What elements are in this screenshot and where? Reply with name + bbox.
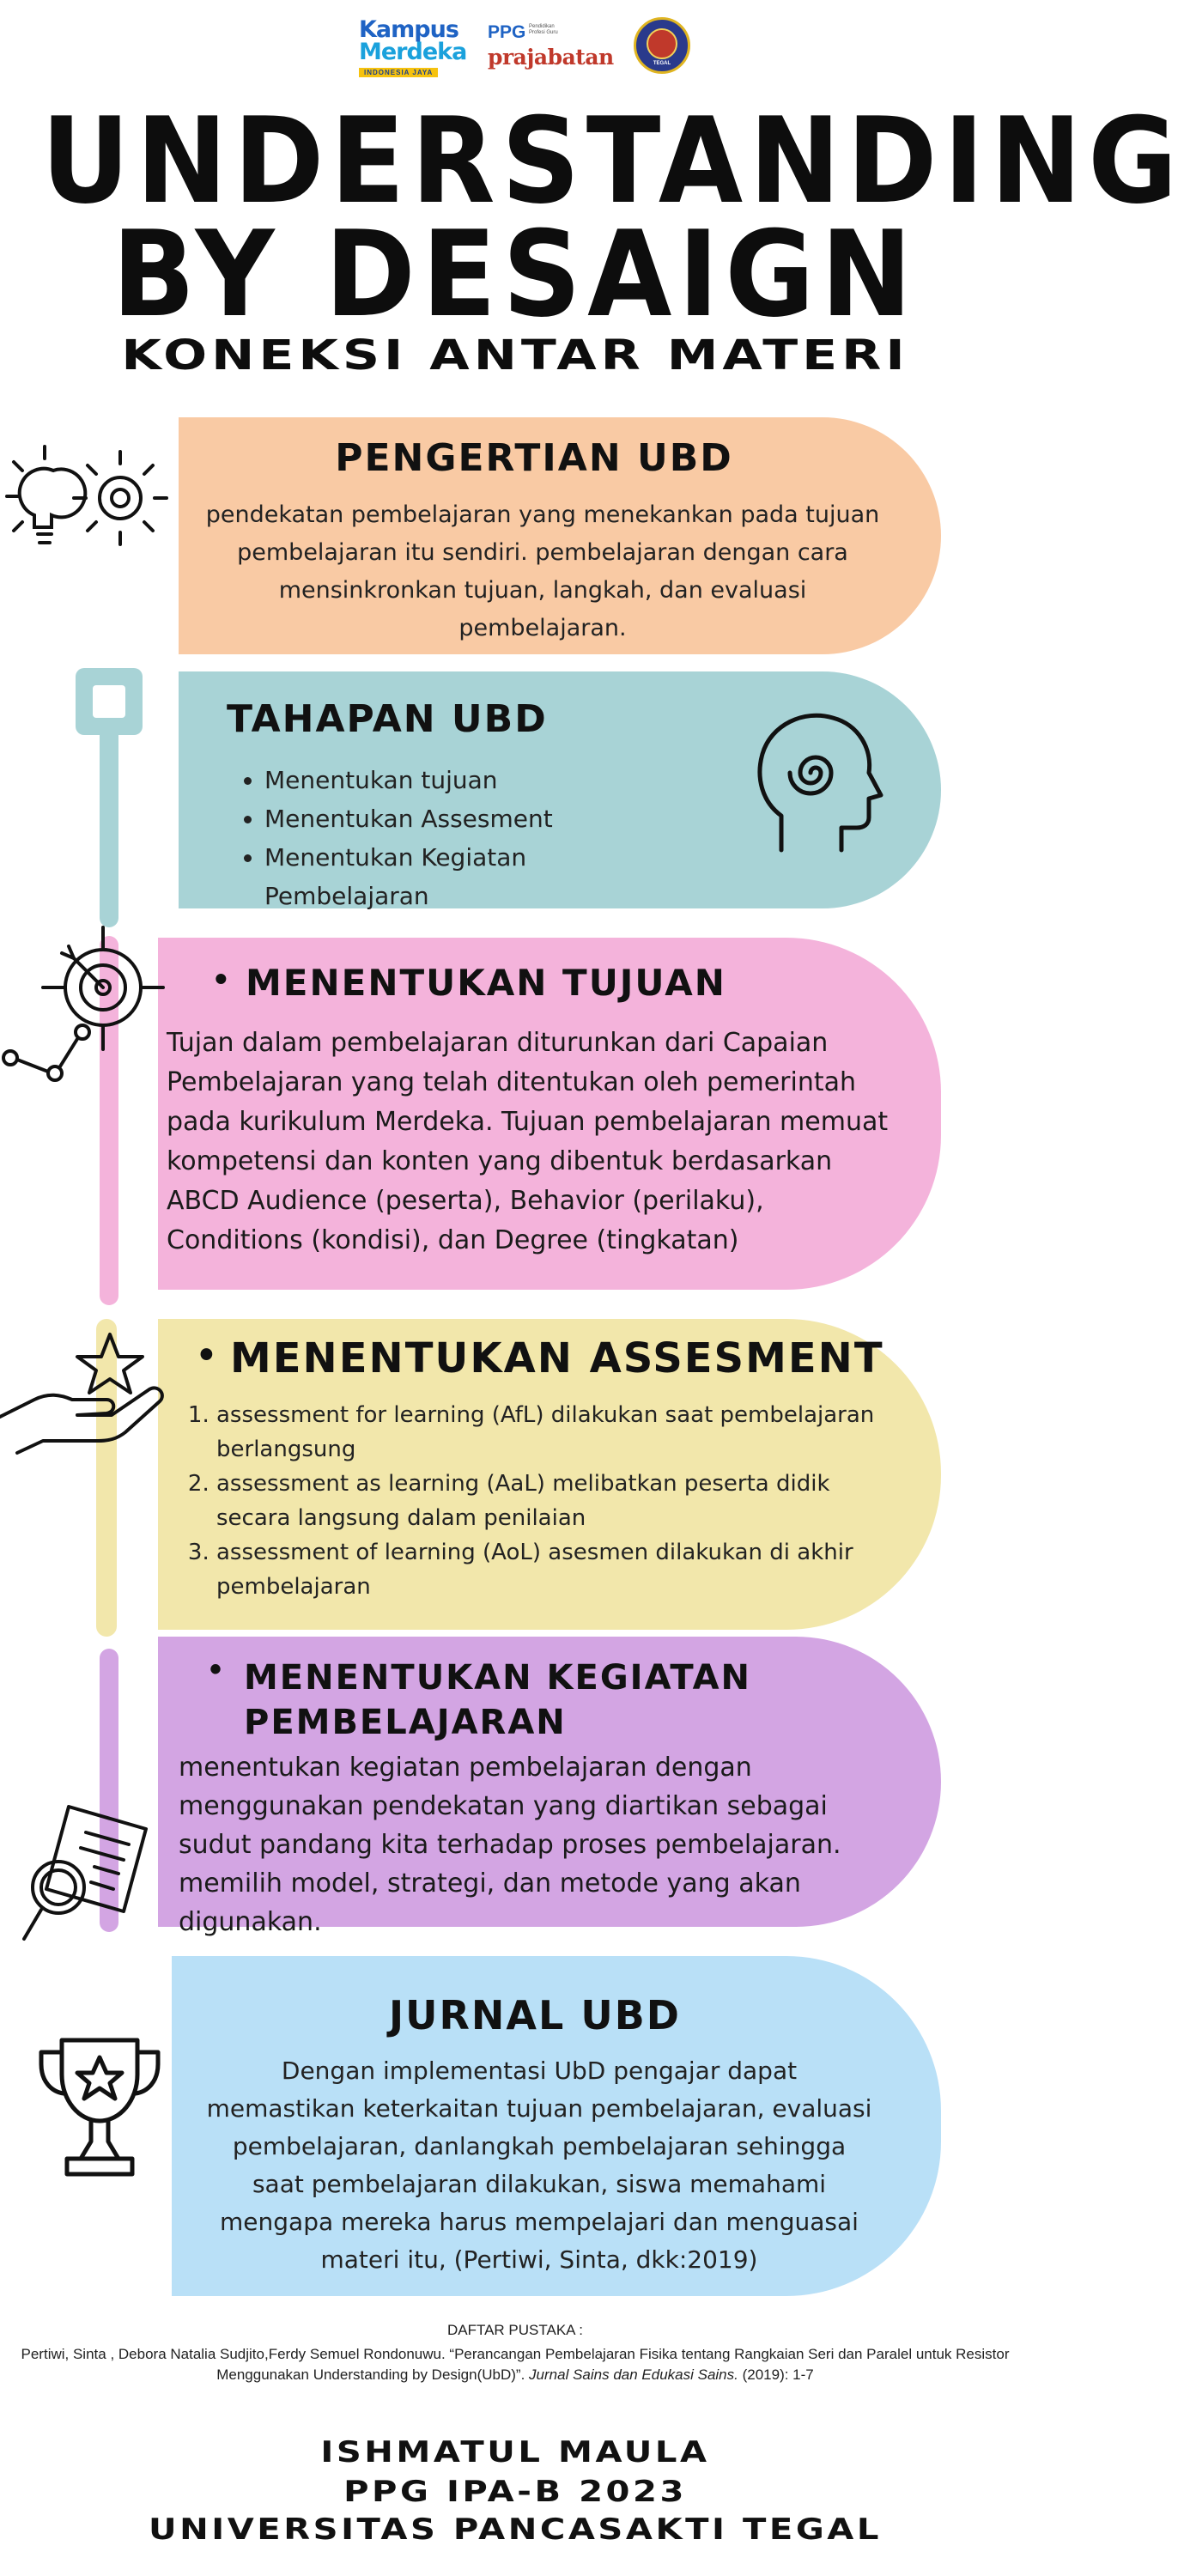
assesment-list bbox=[192, 1398, 890, 1604]
references-body bbox=[12, 2344, 1018, 2385]
assesment-item: 3. assessment of learning (AoL) asesmen dilakukan di akhir pembelajaran bbox=[216, 1535, 890, 1604]
kampus-merdeka-line1: Kampus bbox=[359, 16, 458, 43]
kampus-merdeka-line2: Merdeka bbox=[359, 39, 467, 65]
kegiatan-bullet: • bbox=[209, 1650, 222, 1688]
pengertian-body: pendekatan pembelajaran yang menekankan pada tujuan pembelajaran itu sendiri. pembelajaran dengan cara mensinkronkan tujuan, langkah, dan evaluasi pembelajaran. bbox=[205, 501, 880, 641]
subtitle: KONEKSI ANTAR MATERI bbox=[121, 331, 909, 380]
kegiatan-card bbox=[158, 1637, 941, 1937]
jurnal-card bbox=[172, 1956, 941, 2296]
references-details: (2019): 1-7 bbox=[742, 2366, 814, 2383]
tahapan-item: • Menentukan Assesment bbox=[264, 799, 659, 838]
main-title-line2: BY DESAIGN bbox=[112, 205, 919, 343]
tujuan-title: MENENTUKAN TUJUAN bbox=[246, 962, 726, 1004]
tahapan-list bbox=[264, 761, 659, 915]
tahapan-title: TAHAPAN UBD bbox=[227, 697, 548, 741]
pengertian-title: PENGERTIAN UBD bbox=[335, 436, 733, 480]
target-growth-icon bbox=[0, 902, 180, 1099]
idea-gear-icon bbox=[2, 436, 182, 565]
pengertian-card bbox=[179, 417, 941, 654]
main-title-line1: UNDERSTANDING bbox=[41, 92, 1184, 230]
university-name: UNIVERSITAS PANCASAKTI TEGAL bbox=[148, 2512, 882, 2547]
university-seal-logo bbox=[634, 17, 690, 74]
kegiatan-body: menentukan kegiatan pembelajaran dengan menggunakan pendekatan yang diartikan sebagai sudut pandang kita terhadap proses pembelajaran. memilih model, strategi, dan metode yang akan digunakan. bbox=[179, 1753, 841, 1937]
jurnal-title: JURNAL UBD bbox=[389, 1992, 681, 2038]
kampus-merdeka-logo bbox=[359, 16, 488, 82]
references-journal: Jurnal Sains dan Edukasi Sains. bbox=[529, 2366, 738, 2383]
tujuan-body: Tujan dalam pembelajaran diturunkan dari Capaian Pembelajaran yang telah ditentukan oleh pemerintah pada kurikulum Merdeka. Tujuan pembelajaran memuat kompetensi dan konten yang dibentuk berdasarkan ABCD Audience (peserta), Behavior (perilaku), Conditions (kondisi), dan Degree (tingkatan) bbox=[167, 1028, 889, 1255]
program-name: PPG IPA-B 2023 bbox=[343, 2475, 687, 2509]
head-spiral-icon bbox=[747, 704, 884, 859]
kegiatan-title: MENENTUKAN KEGIATAN PEMBELAJARAN bbox=[244, 1658, 752, 1742]
seal-label: TEGAL bbox=[653, 61, 671, 66]
trophy-star-icon bbox=[31, 2026, 168, 2190]
ppg-prajabatan-logo bbox=[488, 22, 616, 74]
references-authors: Pertiwi, Sinta , Debora Natalia Sudjito,Ferdy Semuel Rondonuwu. “Perancangan Pembelajaran Fisika tentang Rangkaian Seri dan Paralel untuk Resistor Menggunakan Understanding by Design(UbD)”. bbox=[21, 2346, 1010, 2383]
tujuan-card bbox=[158, 938, 941, 1290]
author-name: ISHMATUL MAULA bbox=[320, 2435, 710, 2470]
assesment-item: 1. assessment for learning (AfL) dilakukan saat pembelajaran berlangsung bbox=[216, 1398, 890, 1467]
hand-star-icon bbox=[0, 1322, 172, 1460]
assesment-bullet: • bbox=[199, 1332, 214, 1377]
magnifier-document-icon bbox=[17, 1795, 163, 1949]
seal-emblem bbox=[647, 28, 677, 59]
assesment-item: 2. assessment as learning (AaL) melibatkan peserta didik secara langsung dalam penilaian bbox=[216, 1467, 890, 1535]
tahapan-item: • Menentukan tujuan bbox=[264, 761, 659, 799]
tujuan-bullet: • bbox=[215, 958, 228, 999]
ppg-logo-small: Pendidikan Profesi Guru bbox=[529, 24, 558, 35]
assesment-card bbox=[158, 1319, 941, 1630]
kampus-merdeka-tagline: INDONESIA JAYA bbox=[359, 68, 438, 77]
timeline-node-square-inner bbox=[93, 685, 125, 718]
references-title: DAFTAR PUSTAKA : bbox=[446, 2322, 584, 2338]
ppg-logo-top: PPG bbox=[488, 22, 526, 42]
ppg-logo-bottom: prajabatan bbox=[488, 45, 614, 70]
tahapan-item: • Menentukan Kegiatan Pembelajaran bbox=[264, 838, 659, 915]
jurnal-body: Dengan implementasi UbD pengajar dapat memastikan keterkaitan tujuan pembelajaran, evaluasi pembelajaran, danlangkah pembelajaran sehingga saat pembelajaran dilakukan, siswa memahami mengapa mereka harus mempelajari dan menguasai materi itu, (Pertiwi, Sinta, dkk:2019) bbox=[206, 2057, 872, 2274]
assesment-title: MENENTUKAN ASSESMENT bbox=[230, 1334, 884, 1382]
